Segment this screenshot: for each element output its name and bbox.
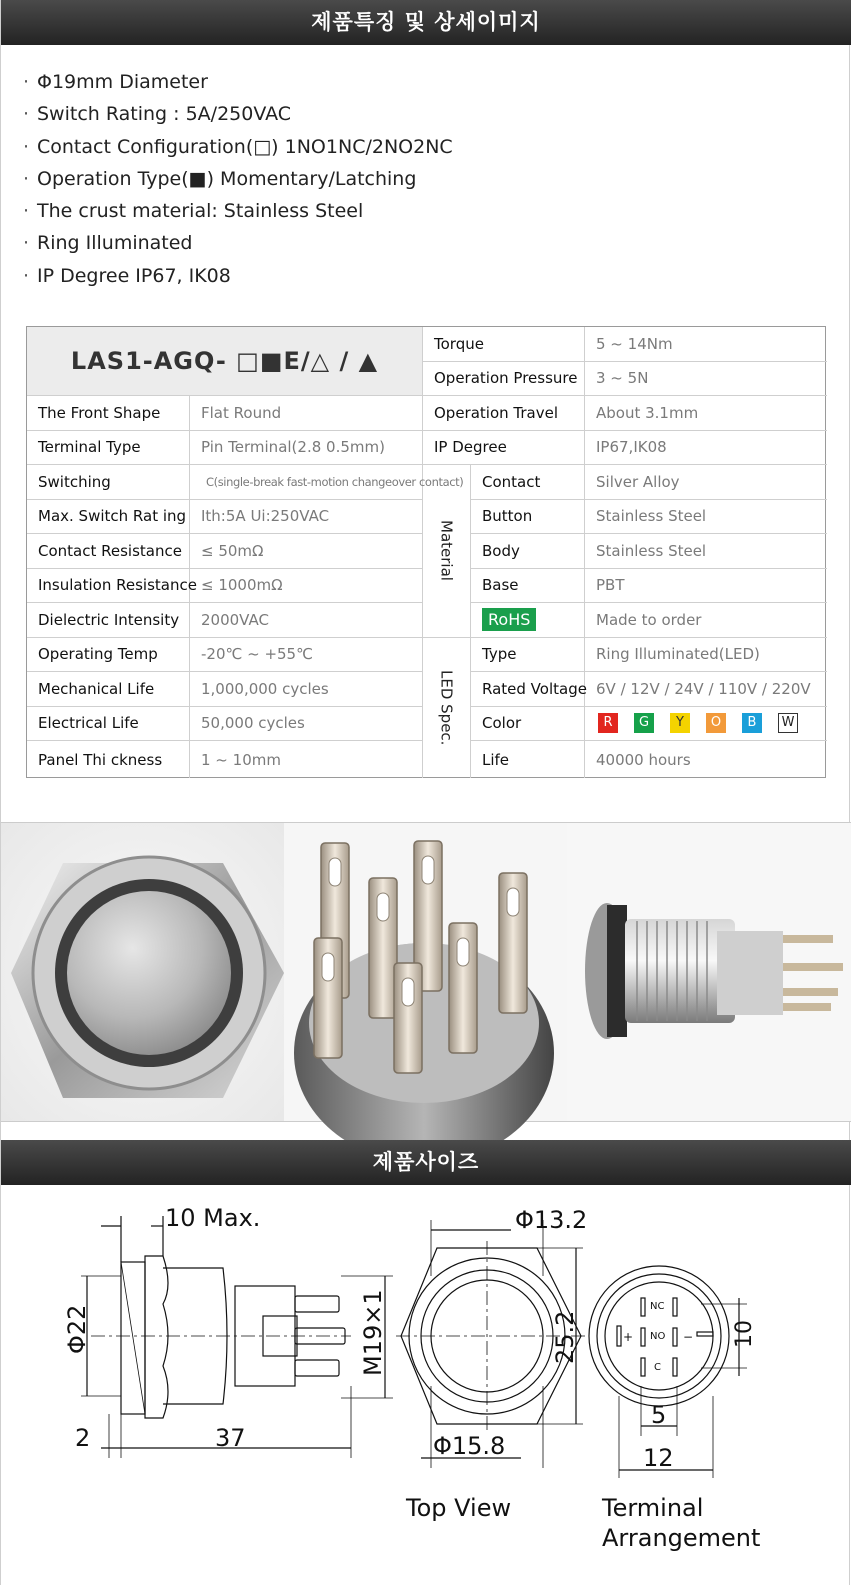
rated-voltage-value: 6V / 12V / 24V / 110V / 220V: [585, 672, 827, 707]
front-shape-value: Flat Round: [190, 396, 423, 431]
rohs-value: Made to order: [585, 603, 827, 638]
operation-travel-value: About 3.1mm: [585, 396, 827, 431]
rated-voltage-label: Rated Voltage: [471, 672, 585, 707]
terminal-no-label: NO: [650, 1331, 666, 1342]
model-code: LAS1-AGQ- □■E/△ / ▲: [27, 327, 423, 396]
dim-flange-diameter: Φ22: [63, 1304, 91, 1354]
feature-item: · Φ19mm Diameter: [23, 71, 208, 93]
photo-side-view: [567, 823, 851, 1121]
insulation-resistance-value: ≤ 1000mΩ: [190, 569, 423, 604]
terminal-c-label: C: [654, 1362, 661, 1373]
color-swatch-white: W: [778, 713, 798, 733]
rohs-label-cell: [471, 603, 585, 638]
material-group-label: Material: [423, 465, 471, 638]
feature-item: · IP Degree IP67, IK08: [23, 264, 231, 287]
dimension-drawing: [1, 1186, 851, 1585]
body-material-value: Stainless Steel: [585, 534, 827, 569]
led-spec-group-label: LED Spec.: [423, 638, 471, 779]
section-title-features: 제품특징 및 상세이미지: [1, 0, 851, 45]
switching-value: C(single-break fast-motion changeover contact): [190, 465, 423, 500]
operation-pressure-value: 3 ~ 5N: [585, 362, 827, 397]
rohs-badge: RoHS: [482, 608, 536, 631]
front-shape-label: The Front Shape: [27, 396, 190, 431]
dim-terminal-pitch: 5: [651, 1401, 667, 1429]
contact-material-value: Silver Alloy: [585, 465, 827, 500]
terminal-plus-label: +: [623, 1330, 634, 1344]
dim-top-height: 25.2: [551, 1310, 579, 1364]
torque-label: Torque: [423, 327, 585, 362]
terminal-minus-label: −: [683, 1330, 694, 1344]
terminal-caption-line1: Terminal: [602, 1494, 704, 1522]
base-material-value: PBT: [585, 569, 827, 604]
mechanical-life-label: Mechanical Life: [27, 672, 190, 707]
max-switch-rating-value: Ith:5A Ui:250VAC: [190, 500, 423, 535]
insulation-resistance-label: Insulation Resistance: [27, 569, 190, 604]
max-switch-rating-label: Max. Switch Rat ing: [27, 500, 190, 535]
feature-item: · Operation Type(■) Momentary/Latching: [23, 167, 417, 190]
dim-top-outer-diameter: Φ13.2: [515, 1206, 588, 1234]
operating-temp-value: -20℃ ~ +55℃: [190, 638, 423, 673]
section-title-size: 제품사이즈: [1, 1140, 851, 1185]
terminal-view-illustration: [284, 823, 567, 1121]
led-type-label: Type: [471, 638, 585, 673]
operation-travel-label: Operation Travel: [423, 396, 585, 431]
ip-degree-label: IP Degree: [423, 431, 585, 466]
contact-material-label: Contact: [471, 465, 585, 500]
operating-temp-label: Operating Temp: [27, 638, 190, 673]
color-swatch-yellow: Y: [670, 713, 690, 733]
mechanical-life-value: 1,000,000 cycles: [190, 672, 423, 707]
dim-thread: M19×1: [359, 1289, 387, 1376]
side-view-illustration: [567, 823, 851, 1121]
color-swatch-orange: O: [706, 713, 726, 733]
led-color-label: Color: [471, 707, 585, 742]
torque-value: 5 ~ 14Nm: [585, 327, 827, 362]
color-swatch-red: R: [598, 713, 618, 733]
operation-pressure-label: Operation Pressure: [423, 362, 585, 397]
feature-item: · Switch Rating : 5A/250VAC: [23, 103, 292, 126]
contact-resistance-label: Contact Resistance: [27, 534, 190, 569]
dim-top-inner-diameter: Φ15.8: [433, 1432, 506, 1460]
terminal-nc-label: NC: [650, 1301, 665, 1312]
color-swatch-green: G: [634, 713, 654, 733]
ip-degree-value: IP67,IK08: [585, 431, 827, 466]
led-type-value: Ring Illuminated(LED): [585, 638, 827, 673]
product-photos: [1, 822, 851, 1122]
led-life-value: 40000 hours: [596, 750, 691, 769]
photo-front-view: [1, 823, 284, 1121]
panel-thickness-value: 1 ~ 10mm: [190, 741, 423, 778]
dim-terminal-height: 10: [732, 1320, 757, 1348]
spec-table: [26, 326, 826, 778]
feature-list: [23, 66, 453, 292]
contact-resistance-value: ≤ 50mΩ: [190, 534, 423, 569]
terminal-type-label: Terminal Type: [27, 431, 190, 466]
dim-flange-thickness: 2: [75, 1424, 91, 1452]
color-swatch-blue: B: [742, 713, 762, 733]
feature-item: · The crust material: Stainless Steel: [23, 200, 364, 223]
button-material-value: Stainless Steel: [585, 500, 827, 535]
terminal-caption-line2: Arrangement: [602, 1524, 761, 1552]
body-material-label: Body: [471, 534, 585, 569]
photo-terminal-view: [284, 823, 567, 1121]
dimension-drawing-svg: [1, 1186, 851, 1585]
feature-item: · Ring Illuminated: [23, 232, 193, 255]
switching-label: Switching: [27, 465, 190, 500]
front-view-illustration: [1, 823, 284, 1121]
dim-max-depth: 10 Max.: [165, 1204, 261, 1232]
panel-thickness-label: Panel Thi ckness: [27, 741, 190, 778]
dim-terminal-width: 12: [643, 1444, 674, 1472]
electrical-life-value: 50,000 cycles: [190, 707, 423, 742]
dim-total-length: 37: [215, 1424, 246, 1452]
button-material-label: Button: [471, 500, 585, 535]
feature-item: · Contact Configuration(□) 1NO1NC/2NO2NC: [23, 135, 453, 158]
base-material-label: Base: [471, 569, 585, 604]
dielectric-intensity-label: Dielectric Intensity: [27, 603, 190, 638]
dielectric-intensity-value: 2000VAC: [190, 603, 423, 638]
terminal-type-value: Pin Terminal(2.8 0.5mm): [190, 431, 423, 466]
top-view-caption: Top View: [406, 1494, 512, 1522]
led-color-swatches: [585, 707, 827, 742]
electrical-life-label: Electrical Life: [27, 707, 190, 742]
led-life-label: Life: [471, 741, 585, 778]
